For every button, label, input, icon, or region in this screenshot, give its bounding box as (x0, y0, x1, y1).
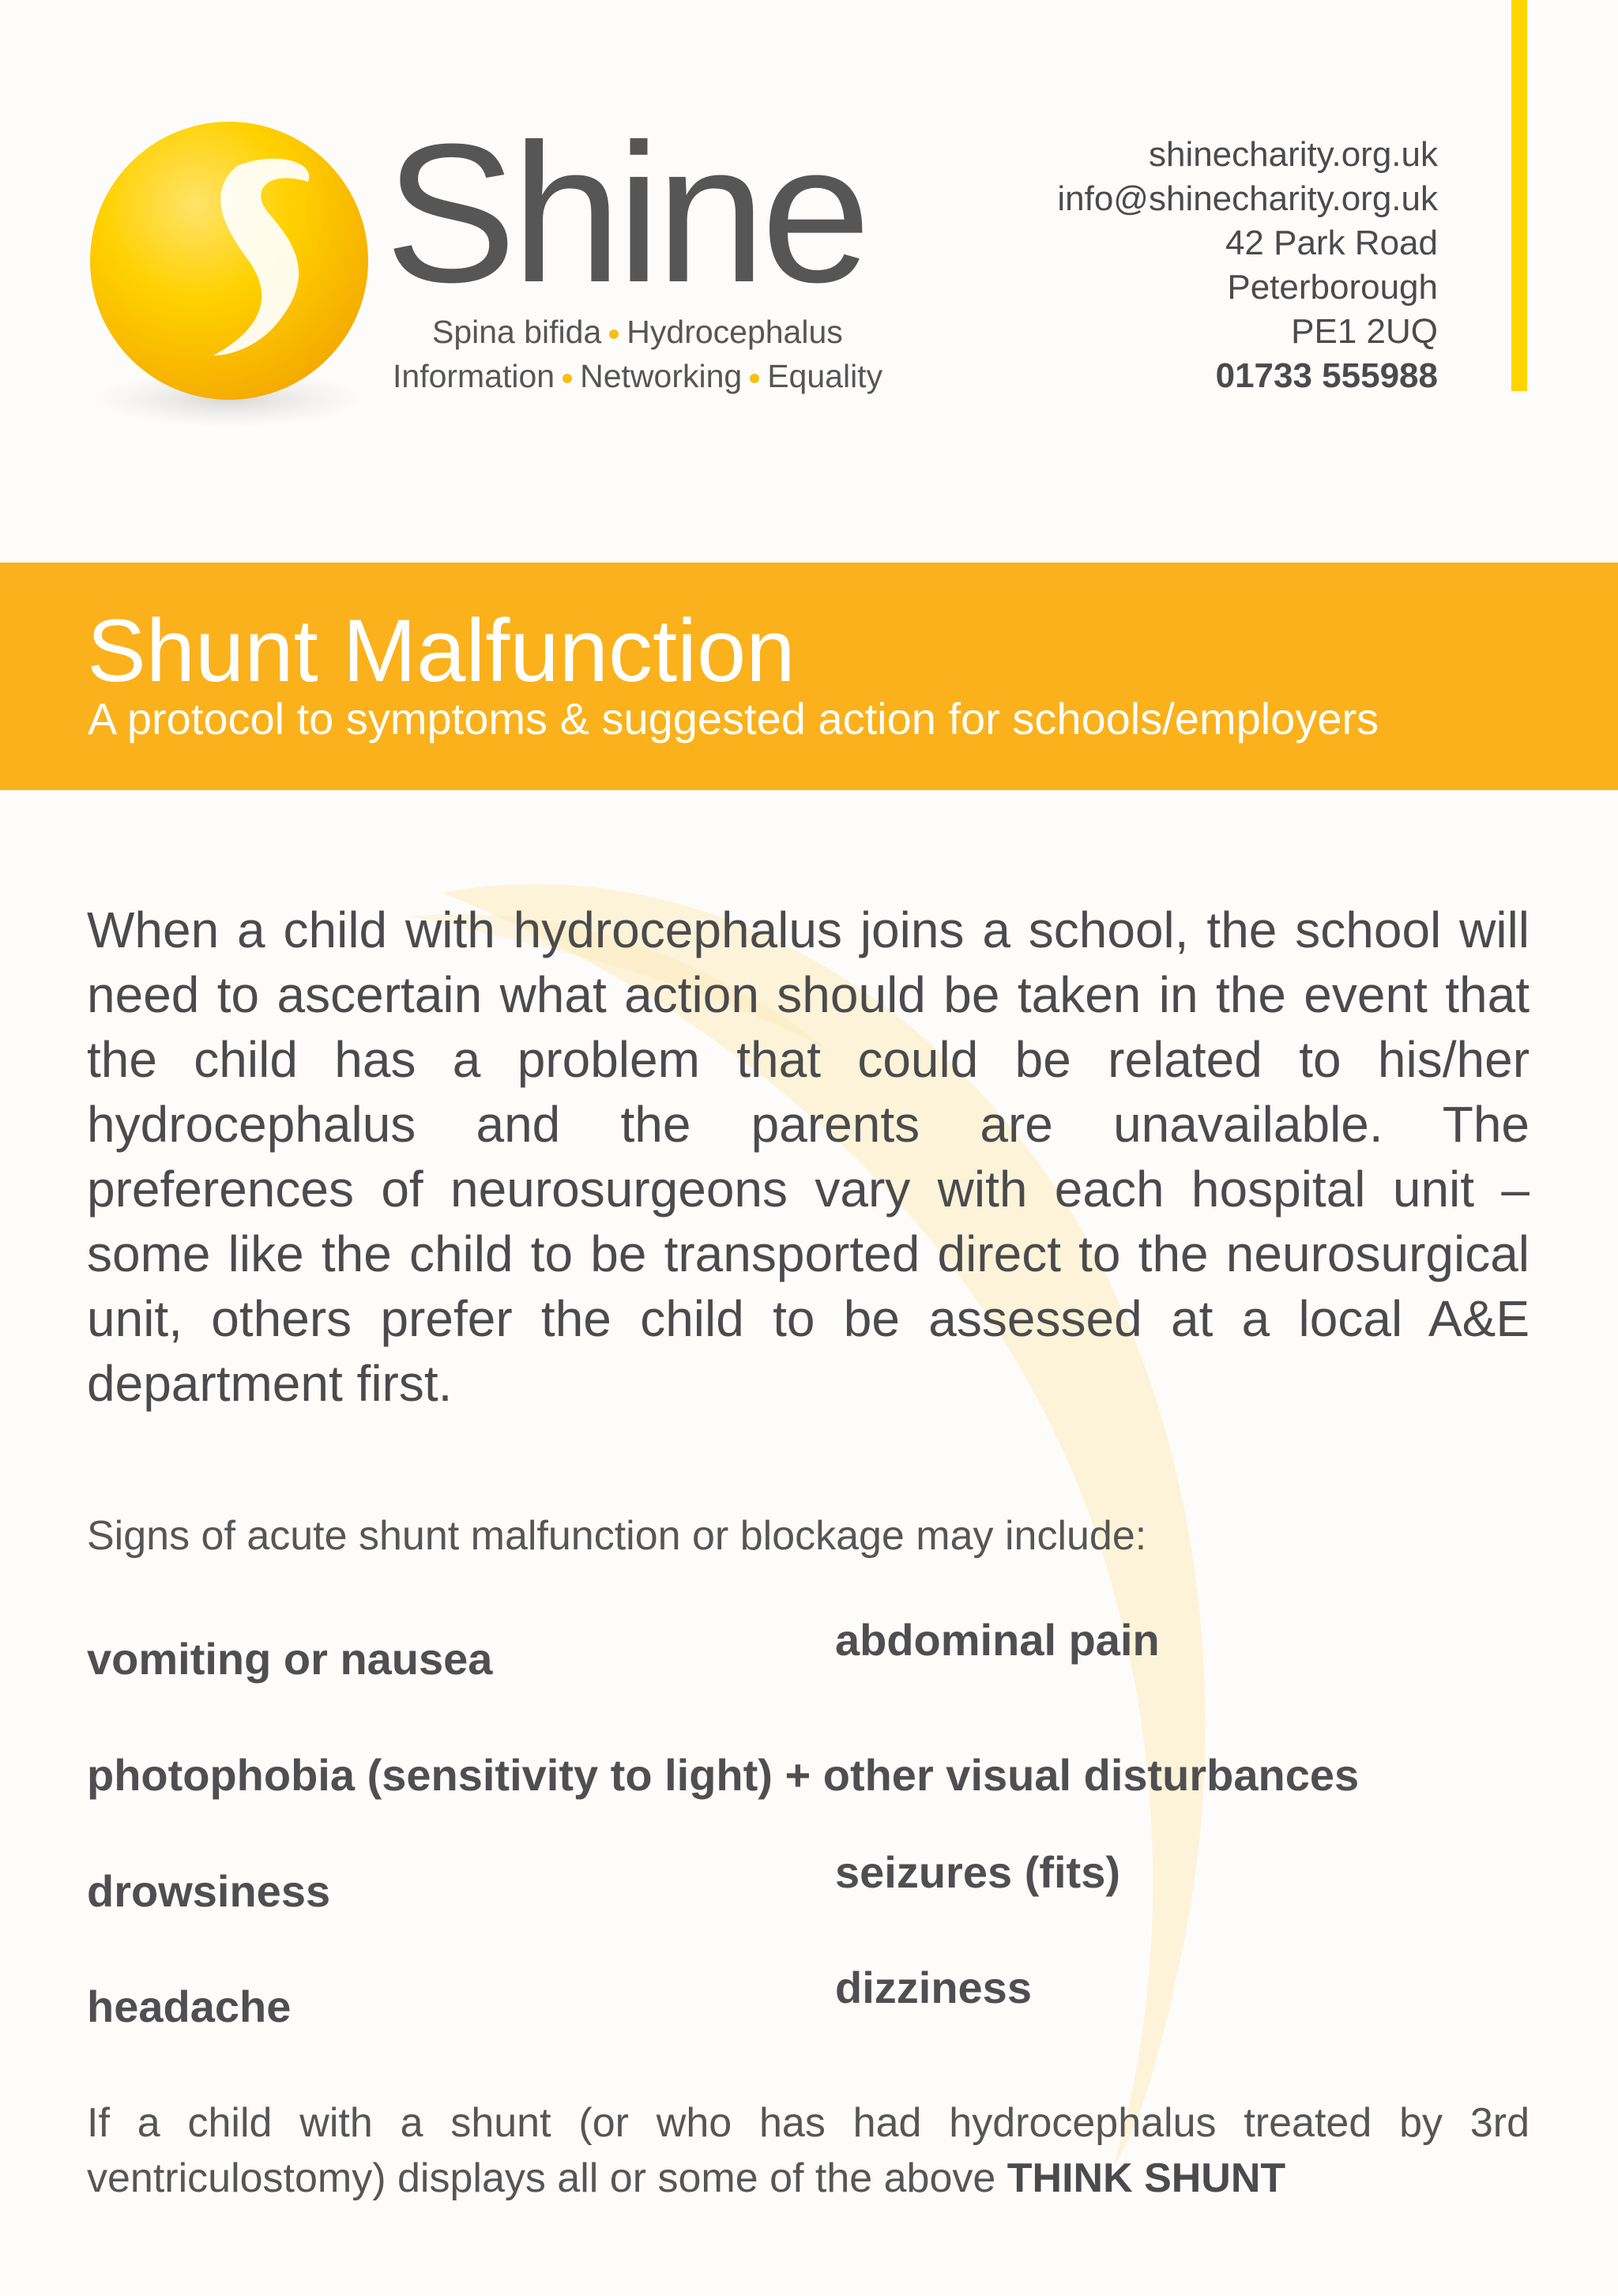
tagline-values (393, 360, 882, 393)
signs-lead: Signs of acute shunt malfunction or blockage may include: (87, 1513, 1147, 1559)
tagline-conditions (432, 316, 843, 348)
intro-paragraph: When a child with hydrocephalus joins a school, the school will need to ascertain what action should be taken in the event that the child has a problem that could be related to his/her hydrocephalus and the parents are unavailable. The preferences of neurosurgeons vary with each hospital unit – some like the child to be transported direct to the neurosurgical unit, others prefer the child to be assessed at a local A&E department first. (87, 901, 1530, 1412)
brand-name: Shine (385, 103, 867, 323)
sign-seizures: seizures (fits) (835, 1847, 1120, 1897)
tagline-item: Spina bifida (432, 314, 602, 350)
accent-rule (1511, 0, 1527, 391)
tagline-item: Information (393, 358, 555, 394)
postcode: PE1 2UQ (1291, 312, 1438, 351)
closing-statement (87, 2095, 1530, 2206)
sign-photophobia: photophobia (sensitivity to light) + other visual disturbances (87, 1750, 1360, 1800)
sign-abdominal-pain: abdominal pain (835, 1615, 1160, 1665)
closing-text: If a child with a shunt (or who has had hydrocephalus treated by 3rd ventriculostomy) displays all or some of the above (87, 2100, 1530, 2201)
tagline-item: Equality (767, 358, 883, 394)
contact-block (1057, 133, 1438, 398)
bullet-dot-icon (750, 374, 759, 383)
address-line: Peterborough (1227, 268, 1438, 307)
email-link[interactable]: info@shinecharity.org.uk (1057, 179, 1438, 218)
website-link[interactable]: shinecharity.org.uk (1148, 135, 1438, 174)
think-shunt-emphasis: THINK SHUNT (1007, 2155, 1286, 2201)
sign-drowsiness: drowsiness (87, 1866, 331, 1916)
title-banner (0, 563, 1618, 790)
bullet-dot-icon (609, 329, 619, 339)
page-title: Shunt Malfunction (87, 601, 796, 700)
sign-headache: headache (87, 1982, 292, 2031)
tagline-item: Networking (580, 358, 743, 394)
shine-logo (79, 119, 379, 435)
page-subtitle: A protocol to symptoms & suggested action for schools/employers (88, 694, 1379, 743)
address-line: 42 Park Road (1225, 224, 1438, 262)
phone-number: 01733 555988 (1215, 356, 1438, 395)
sign-vomiting: vomiting or nausea (87, 1634, 493, 1684)
bullet-dot-icon (563, 374, 572, 383)
tagline-item: Hydrocephalus (627, 314, 843, 350)
sign-dizziness: dizziness (835, 1963, 1032, 2012)
